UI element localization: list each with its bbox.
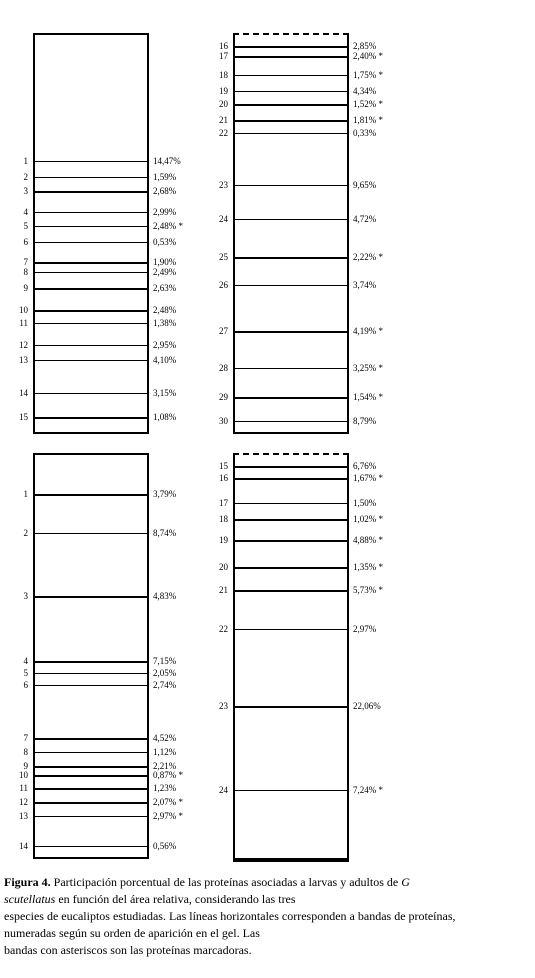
band-number: 8	[23, 267, 28, 277]
band-number: 6	[23, 680, 28, 690]
band-percentage: 2,05%	[153, 668, 177, 678]
band-percentage: 4,52%	[153, 733, 177, 743]
band-number: 11	[19, 318, 28, 328]
band-number: 28	[219, 363, 228, 373]
protein-band	[35, 242, 147, 243]
band-percentage: 2,74%	[153, 680, 177, 690]
band-number: 1	[23, 156, 28, 166]
band-percentage: 4,19% *	[353, 326, 383, 336]
band-number: 22	[219, 128, 228, 138]
band-percentage: 2,48%	[153, 305, 177, 315]
protein-band	[235, 540, 347, 542]
band-number: 8	[23, 747, 28, 757]
band-number: 21	[219, 585, 228, 595]
band-number: 25	[219, 252, 228, 262]
band-percentage: 4,10%	[153, 355, 177, 365]
band-percentage: 2,49%	[153, 267, 177, 277]
protein-band	[235, 133, 347, 134]
band-number: 1	[23, 489, 28, 499]
band-percentage: 0,33%	[353, 128, 377, 138]
protein-band	[235, 75, 347, 76]
band-percentage: 4,88% *	[353, 535, 383, 545]
protein-band	[35, 596, 147, 598]
band-percentage: 1,12%	[153, 747, 177, 757]
band-number: 9	[23, 283, 28, 293]
band-number: 14	[19, 841, 28, 851]
band-number: 22	[219, 624, 228, 634]
band-percentage: 3,79%	[153, 489, 177, 499]
caption-line5: bandas con asteriscos son las proteínas marcadoras.	[4, 943, 252, 957]
band-number: 27	[219, 326, 228, 336]
band-percentage: 5,73% *	[353, 585, 383, 595]
band-percentage: 7,24% *	[353, 785, 383, 795]
band-number: 19	[219, 86, 228, 96]
protein-band	[35, 323, 147, 324]
caption-genus: G	[401, 875, 410, 889]
band-percentage: 1,67% *	[353, 473, 383, 483]
band-number: 24	[219, 785, 228, 795]
protein-band	[35, 752, 147, 753]
protein-band	[35, 161, 147, 162]
protein-band	[35, 360, 147, 361]
band-number: 7	[23, 733, 28, 743]
protein-band	[35, 494, 147, 496]
band-percentage: 1,50%	[353, 498, 377, 508]
caption-line4: numeradas según su orden de aparición en el gel. Las	[4, 926, 260, 940]
band-percentage: 9,65%	[353, 180, 377, 190]
band-number: 21	[219, 115, 228, 125]
band-number: 23	[219, 701, 228, 711]
protein-band	[235, 331, 347, 333]
band-number: 3	[23, 591, 28, 601]
band-number: 2	[23, 172, 28, 182]
band-percentage: 1,90%	[153, 257, 177, 267]
protein-band	[35, 417, 147, 419]
band-percentage: 2,40% *	[353, 51, 383, 61]
band-percentage: 2,99%	[153, 207, 177, 217]
caption-line3: especies de eucaliptos estudiadas. Las líneas horizontales corresponden a bandas de proteínas,	[4, 909, 456, 923]
protein-band	[235, 257, 347, 259]
protein-band	[235, 706, 347, 708]
protein-band	[35, 226, 147, 227]
protein-band	[35, 766, 147, 768]
protein-band	[35, 661, 147, 663]
band-number: 12	[19, 797, 28, 807]
protein-band	[235, 285, 347, 286]
band-number: 10	[19, 770, 28, 780]
protein-band	[235, 567, 347, 569]
band-number: 18	[219, 70, 228, 80]
band-number: 29	[219, 392, 228, 402]
protein-band	[235, 421, 347, 422]
band-percentage: 2,97%	[353, 624, 377, 634]
figure-caption	[4, 874, 532, 959]
band-number: 9	[23, 761, 28, 771]
band-number: 12	[19, 340, 28, 350]
protein-band	[35, 177, 147, 178]
band-percentage: 3,15%	[153, 388, 177, 398]
band-percentage: 1,35% *	[353, 562, 383, 572]
band-number: 19	[219, 535, 228, 545]
band-number: 30	[219, 416, 228, 426]
protein-band	[235, 185, 347, 186]
band-number: 11	[19, 783, 28, 793]
band-number: 10	[19, 305, 28, 315]
band-percentage: 2,22% *	[353, 252, 383, 262]
protein-band	[35, 685, 147, 686]
protein-band	[235, 478, 347, 480]
band-percentage: 0,53%	[153, 237, 177, 247]
protein-band	[235, 519, 347, 521]
band-number: 17	[219, 498, 228, 508]
band-number: 15	[219, 461, 228, 471]
band-percentage: 8,79%	[353, 416, 377, 426]
band-percentage: 14,47%	[153, 156, 181, 166]
band-number: 3	[23, 186, 28, 196]
protein-band	[235, 590, 347, 592]
band-percentage: 22,06%	[353, 701, 381, 711]
protein-band	[235, 56, 347, 58]
protein-band	[235, 120, 347, 122]
caption-line2: en función del área relativa, considerando las tres	[55, 892, 296, 906]
protein-band	[35, 788, 147, 790]
band-percentage: 1,38%	[153, 318, 177, 328]
band-number: 4	[23, 207, 28, 217]
protein-band	[35, 345, 147, 346]
band-number: 20	[219, 99, 228, 109]
band-number: 26	[219, 280, 228, 290]
caption-line1: Participación porcentual de las proteínas asociadas a larvas y adultos de	[50, 875, 402, 889]
protein-band	[35, 816, 147, 817]
band-percentage: 2,95%	[153, 340, 177, 350]
band-number: 24	[219, 214, 228, 224]
band-percentage: 2,63%	[153, 283, 177, 293]
protein-band	[35, 393, 147, 394]
gel-lane-top-left	[33, 33, 149, 434]
protein-band	[235, 397, 347, 399]
band-number: 16	[219, 473, 228, 483]
band-number: 4	[23, 656, 28, 666]
band-percentage: 6,76%	[353, 461, 377, 471]
protein-band	[235, 46, 347, 48]
caption-label: Figura 4.	[4, 875, 51, 889]
protein-band	[235, 104, 347, 106]
protein-band	[35, 533, 147, 534]
band-number: 13	[19, 355, 28, 365]
gel-lane-top-right	[233, 33, 349, 434]
band-number: 20	[219, 562, 228, 572]
band-number: 18	[219, 514, 228, 524]
protein-band	[35, 738, 147, 740]
caption-species: scutellatus	[4, 892, 56, 906]
band-percentage: 4,34%	[353, 86, 377, 96]
protein-band	[235, 790, 347, 791]
gel-lane-bottom-left	[33, 453, 149, 859]
protein-band	[35, 212, 147, 213]
protein-band	[235, 91, 347, 92]
protein-band	[35, 191, 147, 193]
protein-band	[235, 368, 347, 369]
band-number: 16	[219, 41, 228, 51]
protein-band	[35, 846, 147, 847]
band-percentage: 1,08%	[153, 412, 177, 422]
band-percentage: 1,54% *	[353, 392, 383, 402]
band-number: 17	[219, 51, 228, 61]
band-percentage: 0,56%	[153, 841, 177, 851]
band-number: 6	[23, 237, 28, 247]
band-number: 13	[19, 811, 28, 821]
band-percentage: 7,15%	[153, 656, 177, 666]
protein-band	[35, 262, 147, 264]
band-number: 7	[23, 257, 28, 267]
band-percentage: 4,72%	[353, 214, 377, 224]
band-number: 2	[23, 528, 28, 538]
band-percentage: 0,87% *	[153, 770, 183, 780]
band-percentage: 2,97% *	[153, 811, 183, 821]
band-percentage: 2,85%	[353, 41, 377, 51]
band-percentage: 2,48% *	[153, 221, 183, 231]
band-number: 5	[23, 221, 28, 231]
band-number: 14	[19, 388, 28, 398]
protein-band	[35, 802, 147, 804]
band-number: 15	[19, 412, 28, 422]
protein-band	[35, 310, 147, 312]
protein-band	[235, 466, 347, 468]
band-percentage: 1,52% *	[353, 99, 383, 109]
band-percentage: 2,21%	[153, 761, 177, 771]
gel-lane-bottom-right	[233, 453, 349, 862]
band-number: 5	[23, 668, 28, 678]
band-percentage: 2,68%	[153, 186, 177, 196]
protein-band	[235, 219, 347, 220]
band-percentage: 4,83%	[153, 591, 177, 601]
protein-band	[35, 272, 147, 273]
protein-band	[35, 288, 147, 290]
protein-band	[35, 775, 147, 777]
band-percentage: 3,25% *	[353, 363, 383, 373]
band-percentage: 1,75% *	[353, 70, 383, 80]
band-percentage: 3,74%	[353, 280, 377, 290]
protein-band	[35, 673, 147, 674]
band-percentage: 8,74%	[153, 528, 177, 538]
band-percentage: 1,02% *	[353, 514, 383, 524]
band-percentage: 2,07% *	[153, 797, 183, 807]
protein-band	[235, 629, 347, 630]
band-percentage: 1,23%	[153, 783, 177, 793]
band-number: 23	[219, 180, 228, 190]
protein-band	[235, 503, 347, 504]
band-percentage: 1,59%	[153, 172, 177, 182]
band-percentage: 1,81% *	[353, 115, 383, 125]
